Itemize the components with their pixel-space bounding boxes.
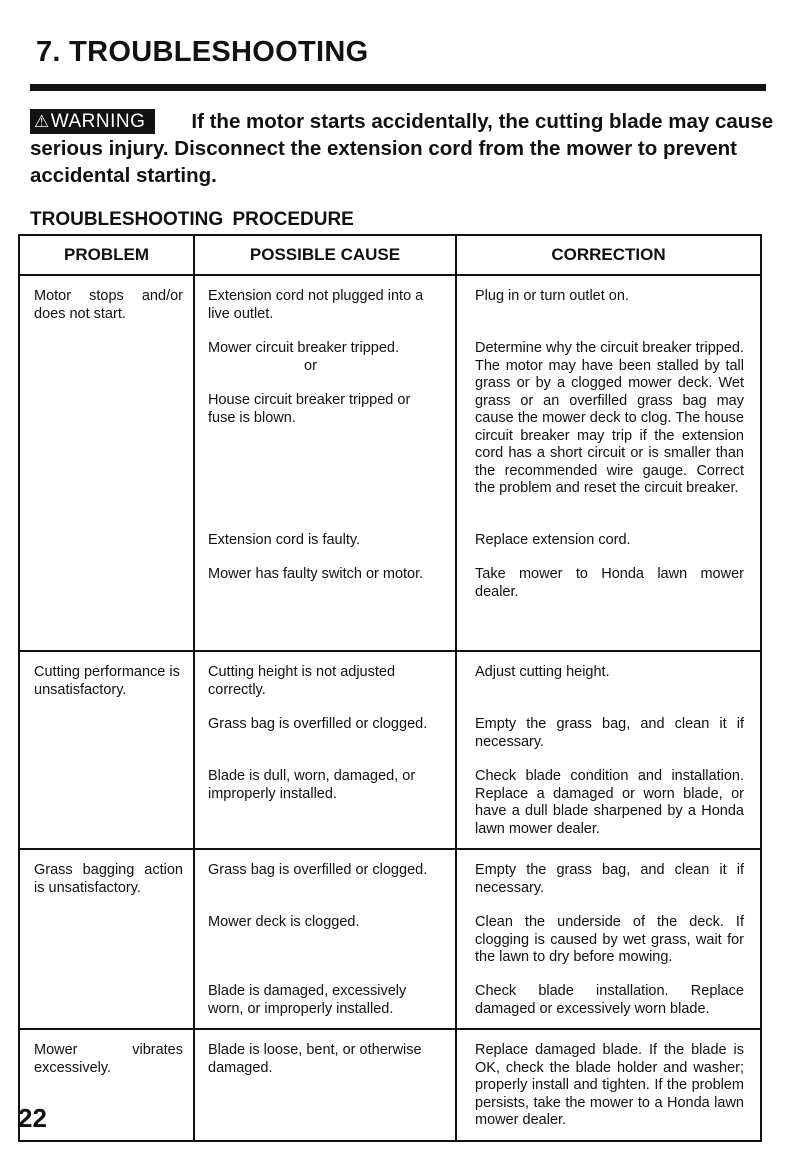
cause-cell — [194, 275, 456, 651]
problem-text: Cutting performance is unsatisfactory. — [34, 664, 180, 698]
problem-cell — [19, 651, 194, 849]
warning-badge-label: WARNING — [50, 111, 146, 132]
header-correction: CORRECTION — [456, 235, 761, 275]
correction-text: Replace damaged blade. If the blade is OK, check the blade holder and washer; properly install and tighten. If the problem persists, take the mower to a Honda lawn mower dealer. — [475, 1042, 744, 1128]
problem-text: Grass bagging action is unsatisfactory. — [34, 862, 183, 896]
correction-text: Take mower to Honda lawn mower dealer. — [475, 566, 744, 600]
correction-text: Check blade installation. Replace damaged or excessively worn blade. — [475, 983, 744, 1017]
problem-cell — [19, 849, 194, 1029]
header-possible-cause: POSSIBLE CAUSE — [194, 235, 456, 275]
warning-block — [30, 108, 775, 189]
cause-group — [208, 340, 441, 515]
correction-text: Replace extension cord. — [475, 532, 631, 548]
table-header-row — [19, 235, 761, 275]
cause-text: Blade is damaged, excessively worn, or improperly installed. — [208, 983, 407, 1017]
cause-text: Mower has faulty switch or motor. — [208, 566, 424, 582]
correction-text: Check blade condition and installation. Replace a damaged or worn blade, or have a dull blade sharpened by a Honda lawn mower dealer. — [475, 768, 744, 837]
cause-text: Mower circuit breaker tripped. — [208, 340, 399, 356]
correction-text: Adjust cutting height. — [475, 664, 610, 680]
problem-cell — [19, 275, 194, 651]
warning-triangle-icon: ⚠ — [34, 112, 50, 131]
table-row — [19, 1029, 761, 1141]
cause-text: Grass bag is overfilled or clogged. — [208, 862, 428, 878]
correction-text: Clean the underside of the deck. If clogging is caused by wet grass, wait for the lawn to dry before mowing. — [475, 914, 744, 965]
correction-cell — [456, 651, 761, 849]
cause-text: Mower deck is clogged. — [208, 914, 360, 930]
correction-text: Empty the grass bag, and clean it if necessary. — [475, 862, 744, 896]
correction-cell — [456, 1029, 761, 1141]
troubleshooting-table — [18, 234, 762, 1142]
correction-cell — [456, 275, 761, 651]
cause-text: Extension cord is faulty. — [208, 532, 361, 548]
table-row — [19, 275, 761, 651]
cause-text: Grass bag is overfilled or clogged. — [208, 716, 428, 732]
procedure-heading: TROUBLESHOOTING PROCEDURE — [30, 209, 354, 230]
cause-cell — [194, 1029, 456, 1141]
cause-text: House circuit breaker tripped or fuse is blown. — [208, 392, 411, 426]
warning-badge — [30, 109, 155, 134]
cause-text: Blade is dull, worn, damaged, or improperly installed. — [208, 768, 416, 802]
problem-text: Motor stops and/or does not start. — [34, 288, 183, 322]
correction-text: Determine why the circuit breaker tripped. The motor may have been stalled by tall grass or by a clogged mower deck. Wet grass or an overfilled grass bag may cause the mower deck to clog. The house circuit breaker may trip if the extension cord has a short circuit or is smaller than the recommended wire gauge. Correct the problem and reset the circuit breaker. — [475, 340, 744, 496]
cause-cell — [194, 651, 456, 849]
page-number: 22 — [18, 1103, 47, 1133]
section-title: 7. TROUBLESHOOTING — [36, 36, 369, 68]
table-row — [19, 651, 761, 849]
cause-or-text: or — [304, 357, 317, 374]
cause-text: Cutting height is not adjusted correctly. — [208, 664, 396, 698]
problem-text: Mower vibrates excessively. — [34, 1042, 183, 1076]
cause-cell — [194, 849, 456, 1029]
cause-text: Extension cord not plugged into a live outlet. — [208, 288, 424, 322]
correction-text: Plug in or turn outlet on. — [475, 288, 629, 304]
warning-text: If the motor starts accidentally, the cutting blade may cause serious injury. Disconnect the extension cord from the mower to prevent accidental starting. — [30, 110, 774, 187]
title-rule — [30, 84, 766, 91]
table-row — [19, 849, 761, 1029]
header-problem: PROBLEM — [19, 235, 194, 275]
correction-cell — [456, 849, 761, 1029]
correction-text: Empty the grass bag, and clean it if necessary. — [475, 716, 744, 750]
cause-text: Blade is loose, bent, or otherwise damaged. — [208, 1042, 422, 1076]
